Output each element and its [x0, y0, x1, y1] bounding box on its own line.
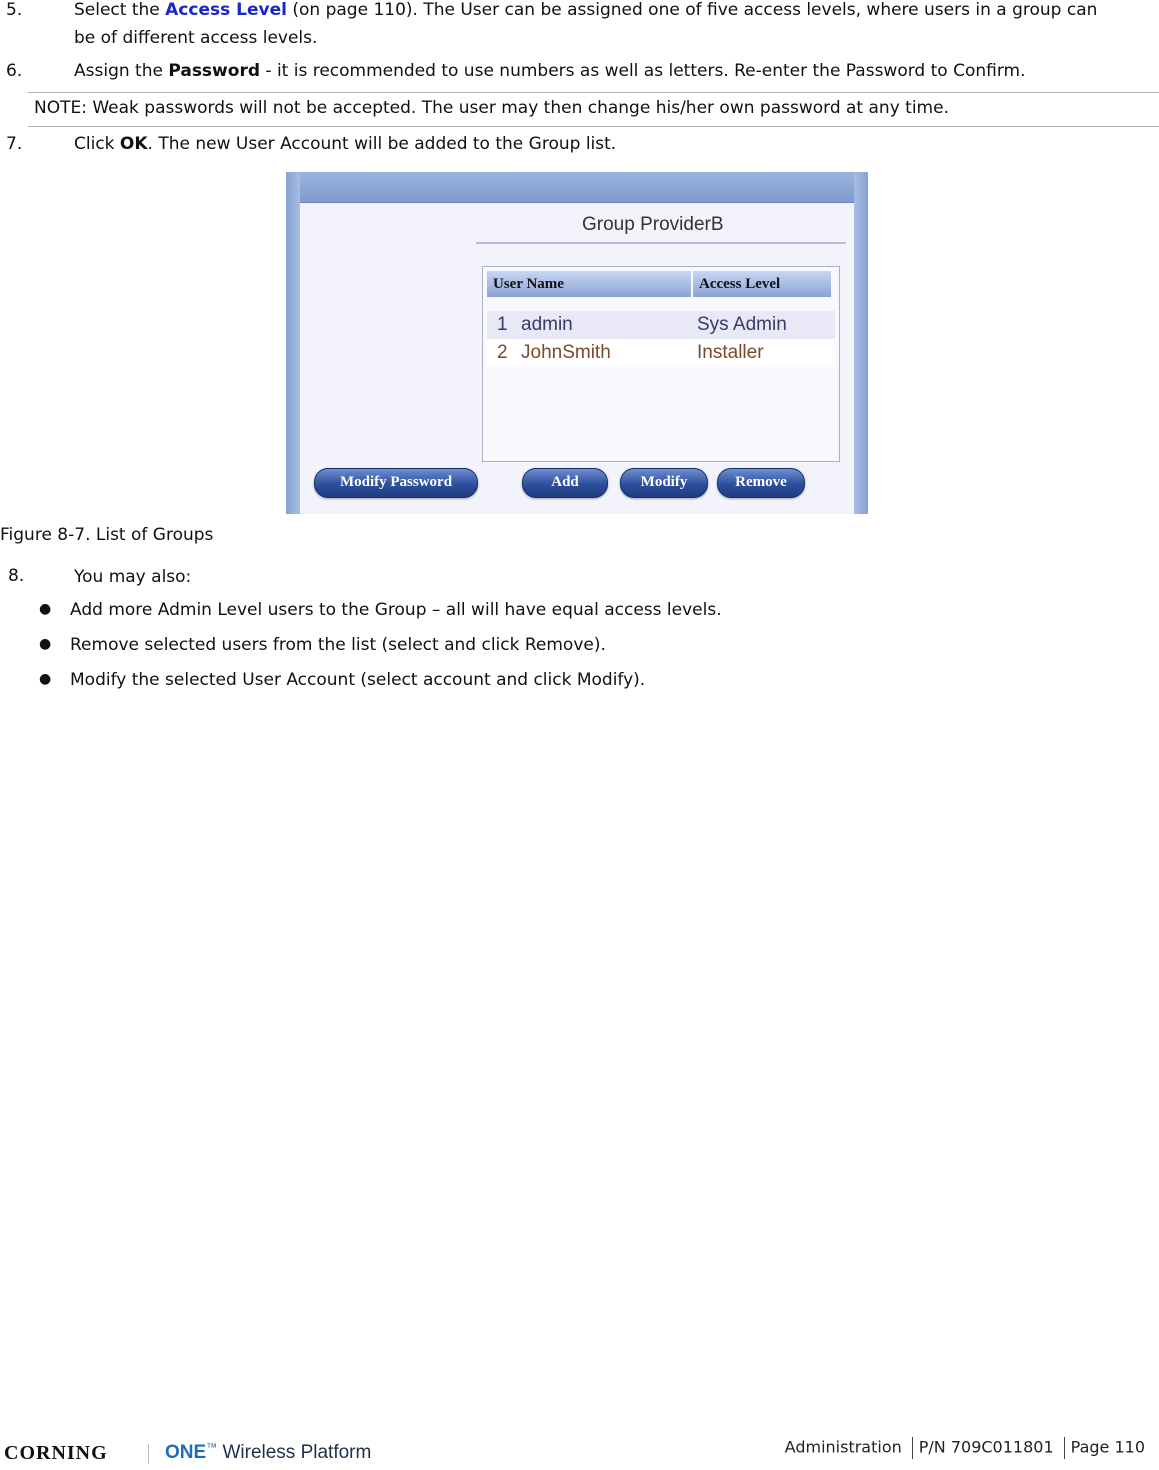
- figure-caption: Figure 8-7. List of Groups: [0, 525, 214, 545]
- figure-right-border: [854, 172, 868, 514]
- users-table: [482, 266, 840, 462]
- wireless-platform-text: Wireless Platform: [217, 1442, 372, 1463]
- access-level-link[interactable]: Access Level: [165, 0, 287, 20]
- remove-button[interactable]: Remove: [717, 468, 805, 498]
- table-row[interactable]: [487, 311, 835, 339]
- footer-divider: [1064, 1437, 1065, 1459]
- step-5-text-line-2: be of different access levels.: [74, 28, 318, 48]
- row-user-name: admin: [521, 314, 573, 335]
- footer-page-info: [785, 1437, 1145, 1459]
- step-7-number: 7.: [6, 134, 23, 154]
- step-6-suffix: - it is recommended to use numbers as well as letters. Re-enter the Password to Confirm.: [260, 61, 1026, 81]
- footer-page-number: Page 110: [1070, 1437, 1145, 1457]
- step-5-prefix: Select the: [74, 0, 166, 20]
- bullet-item-2: Remove selected users from the list (select and click Remove).: [70, 635, 606, 655]
- group-list-figure: [286, 172, 868, 514]
- step-7-suffix: . The new User Account will be added to the Group list.: [147, 134, 617, 154]
- row-user-name: JohnSmith: [521, 342, 611, 363]
- bullet-icon: ●: [39, 601, 52, 617]
- row-access-level: Sys Admin: [697, 314, 787, 335]
- password-term: Password: [168, 61, 260, 81]
- modify-password-button[interactable]: Modify Password: [314, 468, 478, 498]
- step-7-prefix: Click: [74, 134, 120, 154]
- bullet-item-1: Add more Admin Level users to the Group – all will have equal access levels.: [70, 600, 722, 620]
- figure-header-bar: [286, 172, 868, 202]
- trademark-mark: ™: [206, 1442, 218, 1454]
- row-number: 1: [497, 314, 508, 335]
- add-button[interactable]: Add: [522, 468, 608, 498]
- bullet-icon: ●: [39, 636, 52, 652]
- group-title: Group ProviderB: [582, 214, 724, 235]
- step-7-text: [74, 133, 616, 155]
- footer-section: Administration: [784, 1437, 902, 1457]
- ok-term: OK: [119, 134, 148, 154]
- step-5-suffix: (on page 110). The User can be assigned one of five access levels, where users in a group can: [286, 0, 1098, 20]
- step-6-text: [74, 60, 1026, 82]
- step-8-number: 8.: [8, 566, 25, 586]
- column-header-user-name[interactable]: User Name: [487, 271, 691, 297]
- step-8-text: You may also:: [74, 567, 192, 587]
- step-5-number: 5.: [6, 0, 23, 20]
- row-number: 2: [497, 342, 508, 363]
- table-row[interactable]: [487, 339, 835, 367]
- bullet-item-3: Modify the selected User Account (select account and click Modify).: [70, 670, 646, 690]
- one-logo-text: ONE: [165, 1442, 207, 1463]
- step-6-number: 6.: [6, 61, 23, 81]
- bullet-icon: ●: [39, 671, 52, 687]
- note-text: NOTE: Weak passwords will not be accepted. The user may then change his/her own password at any time.: [34, 98, 949, 118]
- title-divider: [476, 242, 846, 244]
- step-5-text: [74, 0, 1097, 21]
- column-header-access-level[interactable]: Access Level: [693, 271, 831, 297]
- step-6-prefix: Assign the: [74, 61, 169, 81]
- figure-left-border: [286, 172, 300, 514]
- logo-separator: [148, 1444, 149, 1464]
- footer-part-number: P/N 709C011801: [918, 1437, 1054, 1457]
- footer-divider: [912, 1437, 913, 1459]
- row-access-level: Installer: [697, 342, 764, 363]
- corning-logo: CORNING: [4, 1442, 108, 1464]
- one-wireless-platform-logo: [165, 1442, 371, 1464]
- modify-button[interactable]: Modify: [620, 468, 708, 498]
